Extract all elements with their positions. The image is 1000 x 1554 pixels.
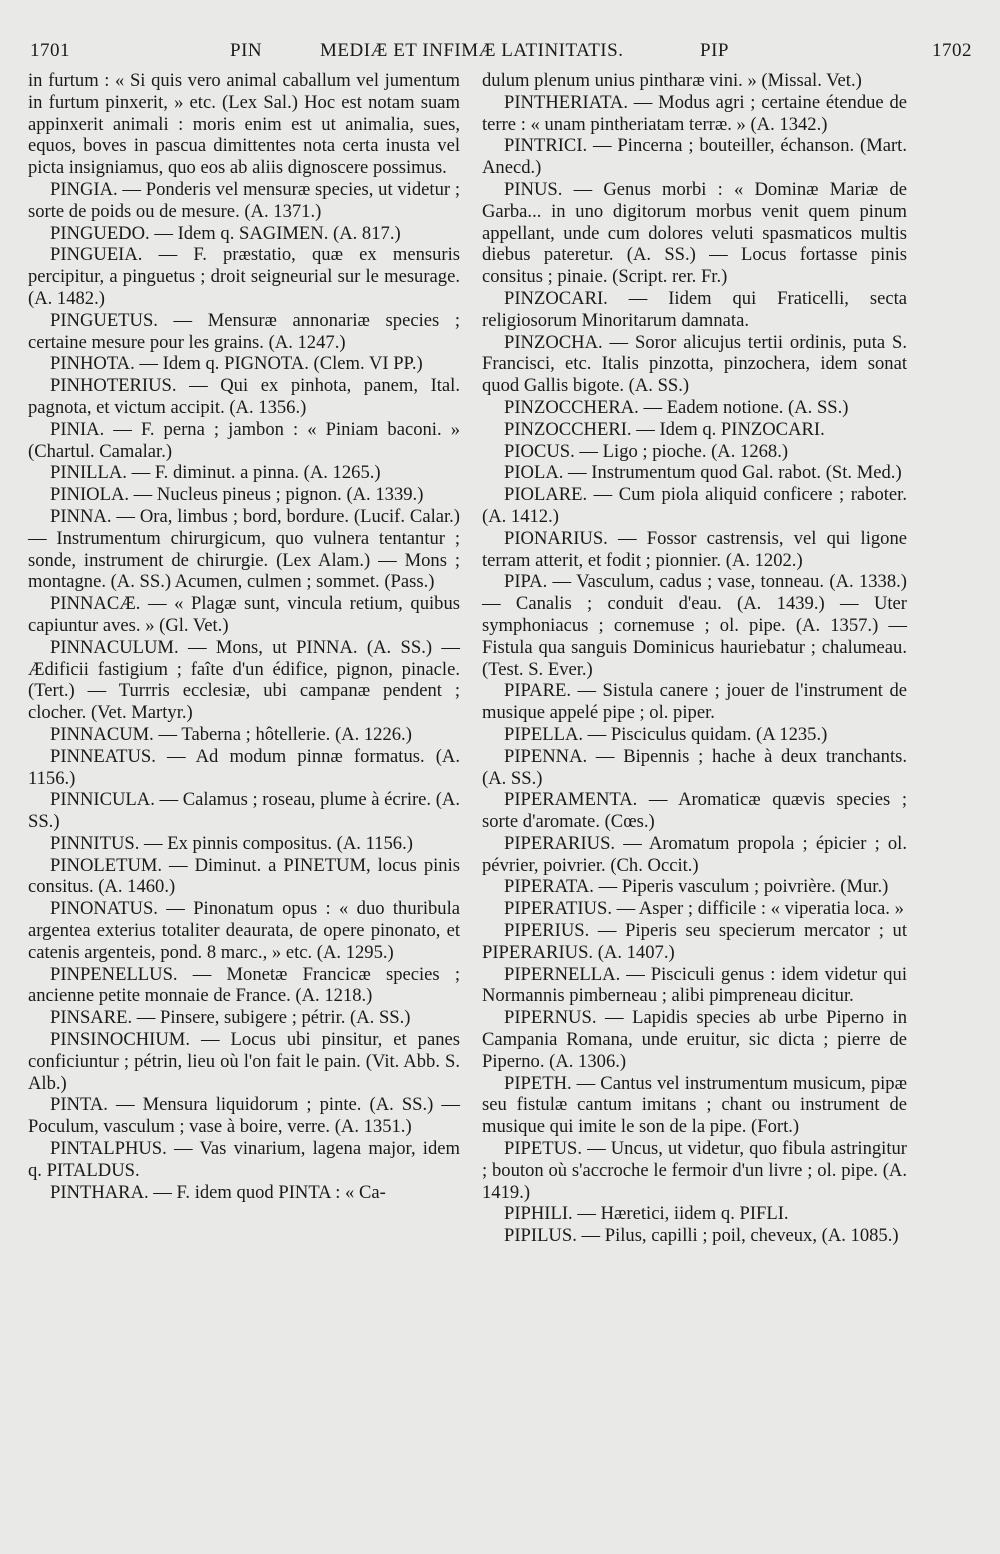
page-number-left: 1701	[30, 40, 70, 61]
entry: PINTHARA. — F. idem quod PINTA : « Ca-	[50, 1181, 386, 1203]
header-title: MEDIÆ ET INFIMÆ LATINITATIS.	[320, 40, 624, 61]
entry: PIPERARIUS. — Aromatum propola ; épicier ; ol. pévrier, poivrier. (Ch. Occit.)	[482, 832, 907, 876]
entry: PIONARIUS. — Fossor castrensis, vel qui ligone terram atterit, et fodit ; pionnier. (A. 1202.)	[482, 527, 907, 571]
entry: PINNEATUS. — Ad modum pinnæ formatus. (A. 1156.)	[28, 745, 460, 789]
entry: PINILLA. — F. diminut. a pinna. (A. 1265.)	[50, 462, 381, 484]
entry: PIOLA. — Instrumentum quod Gal. rabot. (St. Med.)	[504, 462, 902, 484]
header-key-right: PIP	[700, 40, 729, 61]
entry: PINGUEIA. — F. præstatio, quæ ex mensuris percipitur, a pinguetus ; droit seigneurial sur le mesurage. (A. 1482.)	[28, 244, 460, 309]
entry: PINONATUS. — Pinonatum opus : « duo thuribula argentea exterius totaliter deaurata, de opere pinonato, et catenis argenteis, pond. 8 marc., » etc. (A. 1295.)	[28, 898, 460, 963]
entry: PINZOCCHERA. — Eadem notione. (A. SS.)	[504, 396, 849, 418]
entry: PINTRICI. — Pincerna ; bouteiller, échanson. (Mart. Anecd.)	[482, 135, 907, 179]
running-header	[30, 40, 972, 70]
entry: PINSARE. — Pinsere, subigere ; pétrir. (A. SS.)	[50, 1007, 411, 1029]
entry: PINNITUS. — Ex pinnis compositus. (A. 1156.)	[50, 832, 413, 854]
entry: PIPA. — Vasculum, cadus ; vase, tonneau. (A. 1338.) — Canalis ; conduit d'eau. (A. 1439.) — Uter symphoniacus ; cornemuse ; ol. pipe. (A. 1357.) — Fistula qua sanguis Dominicus hauriebatur ; chalumeau. (Test. S. Ever.)	[482, 571, 907, 680]
page-number-right: 1702	[932, 40, 972, 61]
entry: PINTHERIATA. — Modus agri ; certaine étendue de terre : « unam pintheriatam terræ. » (A. 1342.)	[482, 91, 907, 135]
entry: PIPETUS. — Uncus, ut videtur, quo fibula astringitur ; bouton où s'accroche le fermoir d'un livre ; ol. pipe. (A. 1419.)	[482, 1138, 907, 1203]
left-column	[28, 70, 460, 1203]
entry: PINUS. — Genus morbi : « Dominæ Mariæ de Garba... in uno digitorum morbus venit quem pinum appellant, unde cum dolores veluti spasmaticos multis diebus pateretur. (A. SS.) — Locus fortasse pinis consitus ; pinaie. (Script. rer. Fr.)	[482, 178, 907, 288]
entry: PINNICULA. — Calamus ; roseau, plume à écrire. (A. SS.)	[28, 789, 460, 833]
entry: PINNACÆ. — « Plagæ sunt, vincula retium, quibus capiuntur aves. » (Gl. Vet.)	[28, 593, 460, 636]
header-key-left: PIN	[230, 40, 263, 61]
entry: PINNACUM. — Taberna ; hôtellerie. (A. 1226.)	[50, 723, 412, 745]
entry: PIPERNUS. — Lapidis species ab urbe Piperno in Campania Romana, unde eruitur, sic dicta ; pierre de Piperno. (A. 1306.)	[482, 1007, 907, 1072]
entry: PINNA. — Ora, limbus ; bord, bordure. (Lucif. Calar.) — Instrumentum chirurgicum, quo vulnera tentantur ; sonde, instrument de chirurgie. (Lex Alam.) — Mons ; montagne. (A. SS.) Acumen, culmen ; sommet. (Pass.)	[28, 505, 460, 593]
entry: PIPERAMENTA. — Aromaticæ quævis species ; sorte d'aromate. (Cœs.)	[482, 789, 907, 833]
entry: PINNACULUM. — Mons, ut PINNA. (A. SS.) — Ædificii fastigium ; faîte d'un édifice, pignon, pinacle. (Tert.) — Turrris ecclesiæ, ubi campanæ pendent ; clocher. (Vet. Martyr.)	[28, 636, 460, 724]
entry: PINHOTA. — Idem q. PIGNOTA. (Clem. VI PP.)	[50, 353, 423, 375]
entry: PIPELLA. — Pisciculus quidam. (A 1235.)	[504, 723, 828, 745]
entry: PINGUETUS. — Mensuræ annonariæ species ; certaine mesure pour les grains. (A. 1247.)	[28, 309, 460, 353]
entry: PIPILUS. — Pilus, capilli ; poil, cheveux, (A. 1085.)	[504, 1225, 899, 1247]
entry: PIPERATA. — Piperis vasculum ; poivrière. (Mur.)	[504, 876, 889, 898]
entry: PIPERNELLA. — Pisciculi genus : idem videtur qui Normannis pimberneau ; alibi pimpreneau dicitur.	[482, 963, 907, 1007]
entry: PINHOTERIUS. — Qui ex pinhota, panem, Ital. pagnota, et victum accipit. (A. 1356.)	[28, 375, 460, 418]
entry: PINTALPHUS. — Vas vinarium, lagena major, idem q. PITALDUS.	[28, 1138, 460, 1181]
entry: PINSINOCHIUM. — Locus ubi pinsitur, et panes conficiuntur ; pétrin, lieu où l'on fait le pain. (Vit. Abb. S. Alb.)	[28, 1029, 460, 1094]
right-column	[482, 70, 907, 1247]
entry: PINGIA. — Ponderis vel mensuræ species, ut videtur ; sorte de poids ou de mesure. (A. 1371.)	[28, 178, 460, 222]
entry: PINTA. — Mensura liquidorum ; pinte. (A. SS.) — Poculum, vasculum ; vase à boire, verre. (A. 1351.)	[28, 1094, 460, 1138]
entry: PINIA. — F. perna ; jambon : « Piniam baconi. » (Chartul. Camalar.)	[28, 418, 460, 462]
entry: PIPETH. — Cantus vel instrumentum musicum, pipæ seu fistulæ cantum imitans ; chant ou instrument de musique qui imite le son de la pipe. (Fort.)	[482, 1072, 907, 1138]
entry: PINZOCHA. — Soror alicujus tertii ordinis, puta S. Francisci, etc. Italis pinzotta, pinzochera, idem sonat quod Gallis bigote. (A. SS.)	[482, 331, 907, 397]
entry: PINZOCARI. — Iidem qui Fraticelli, secta religiosorum Minoritarum damnata.	[482, 287, 907, 331]
entry: PIPERATIUS. — Asper ; difficile : « viperatia loca. »	[504, 898, 904, 920]
entry: PIPERIUS. — Piperis seu specierum mercator ; ut PIPERARIUS. (A. 1407.)	[482, 920, 907, 963]
entry: in furtum : « Si quis vero animal caballum vel jumentum in furtum pinxerit, » etc. (Lex Sal.) Hoc est notam suam appinxerit animali : moris enim est ut animalia, sues, equos, boves in pascua dimittentes nota certa inusta vel picta insigniamus, quo eos ab aliis dignoscere possimus.	[28, 70, 460, 179]
entry: PINZOCCHERI. — Idem q. PINZOCARI.	[504, 418, 825, 440]
entry: PINIOLA. — Nucleus pineus ; pignon. (A. 1339.)	[50, 484, 424, 506]
entry: PIPARE. — Sistula canere ; jouer de l'instrument de musique appelé pipe ; ol. piper.	[482, 680, 907, 724]
entry: PIOLARE. — Cum piola aliquid conficere ; raboter. (A. 1412.)	[482, 484, 907, 527]
entry: PIPHILI. — Hæretici, iidem q. PIFLI.	[504, 1203, 789, 1225]
entry: PINPENELLUS. — Monetæ Francicæ species ; ancienne petite monnaie de France. (A. 1218.)	[28, 963, 460, 1007]
entry: PIOCUS. — Ligo ; pioche. (A. 1268.)	[504, 440, 789, 462]
entry: PINGUEDO. — Idem q. SAGIMEN. (A. 817.)	[50, 222, 401, 244]
entry: PINOLETUM. — Diminut. a PINETUM, locus pinis consitus. (A. 1460.)	[28, 854, 460, 898]
entry: PIPENNA. — Bipennis ; hache à deux tranchants. (A. SS.)	[482, 745, 907, 789]
entry: dulum plenum unius pintharæ vini. » (Missal. Vet.)	[482, 70, 862, 91]
